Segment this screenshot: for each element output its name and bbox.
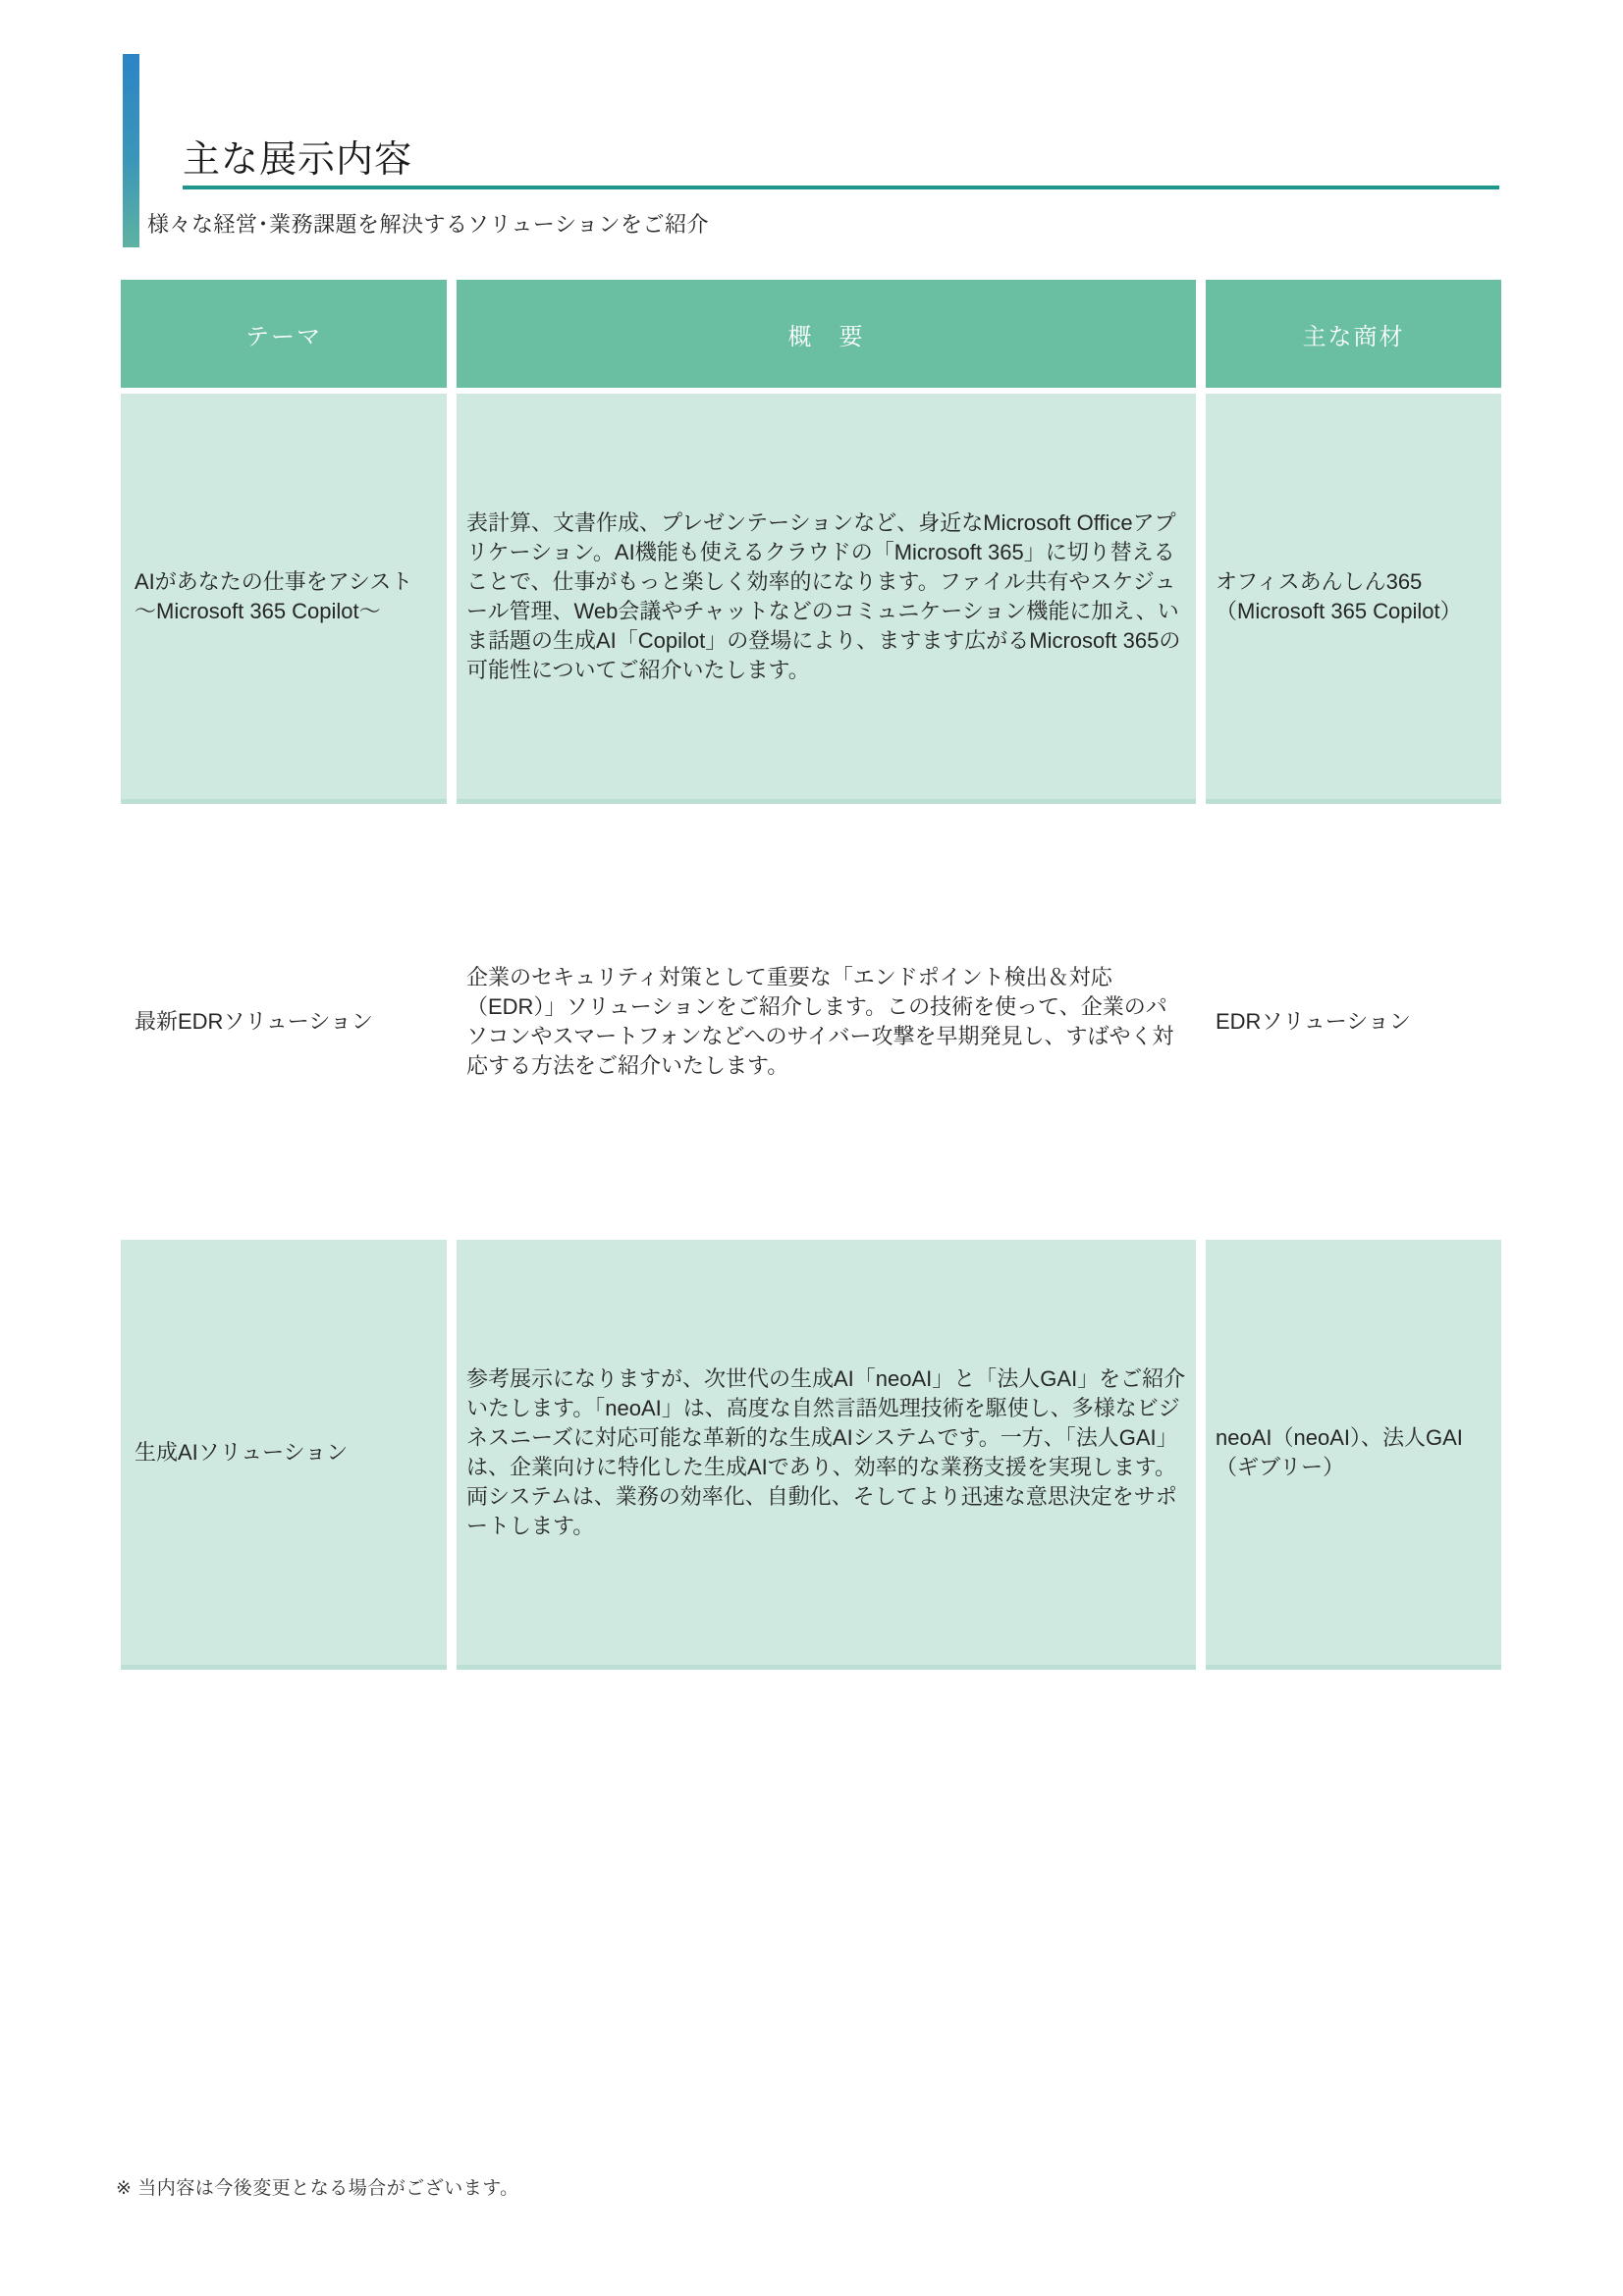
table-row-1-products-cell (1206, 394, 1501, 804)
table-row-2-summary: 企業のセキュリティ対策として重要な「エンドポイント検出＆対応（EDR）」ソリューションをご紹介します。この技術を使って、企業のパソコンやスマートフォンなどへのサイバー攻撃を早期発見し、すばやく対応する方法をご紹介いたします。 (466, 965, 1174, 1078)
table-header-theme-label: テーマ (245, 323, 322, 350)
table-row-2-summary-cell (457, 810, 1196, 1234)
table-row-1-products: オフィスあんしん365（Microsoft 365 Copilot） (1216, 568, 1462, 623)
title-accent-bar (123, 54, 139, 247)
table-row-3-products-cell (1206, 1240, 1501, 1670)
table-row-3-summary: 参考展示になりますが、次世代の生成AI「neoAI」と「法人GAI」をご紹介いたします。「neoAI」は、高度な自然言語処理技術を駆使し、多様なビジネスニーズに対応可能な革新的な生成AIシステムです。一方、「法人GAI」は、企業向けに特化した生成AIであり、効率的な業務支援を実現します。両システムは、業務の効率化、自動化、そしてより迅速な意思決定をサポートします。 (466, 1365, 1186, 1538)
title-underline (183, 186, 1499, 189)
table-row-1-theme-cell (121, 394, 447, 804)
table-header-summary-label: 概 要 (787, 323, 865, 350)
table-header-products (1206, 280, 1501, 388)
table-row-1-summary-cell (457, 394, 1196, 804)
table-header-products-label: 主な商材 (1302, 323, 1405, 350)
table-row-2-theme-cell (121, 810, 447, 1234)
table-row-3-theme: 生成AIソリューション (135, 1439, 349, 1465)
page-title: 主な展示内容 (183, 139, 413, 182)
page-subtitle: 様々な経営･業務課題を解決するソリューションをご紹介 (147, 212, 710, 237)
table-row-3-summary-cell (457, 1240, 1196, 1670)
table-header-summary (457, 280, 1196, 388)
table-header-theme (121, 280, 447, 388)
table-row-2-products: EDRソリューション (1216, 1009, 1411, 1034)
table-row-3-products: neoAI（neoAI）、法人GAI（ギブリー） (1216, 1424, 1463, 1479)
table-row-1-theme: AIがあなたの仕事をアシスト ～Microsoft 365 Copilot～ (135, 568, 435, 623)
exhibit-table (121, 280, 1501, 1670)
footnote: ※ 当内容は今後変更となる場合がございます。 (116, 2178, 519, 2199)
table-row-3-theme-cell (121, 1240, 447, 1670)
table-row-2-products-cell (1206, 810, 1501, 1234)
table-row-2-theme: 最新EDRソリューション (135, 1009, 373, 1034)
table-row-1-summary: 表計算、文書作成、プレゼンテーションなど、身近なMicrosoft Officeアプリケーション。AI機能も使えるクラウドの「Microsoft 365」に切り替えることで、仕事がもっと楽しく効率的になります。ファイル共有やスケジュール管理、Web会議やチャットなどのコミュニケーション機能に加え、いま話題の生成AI「Copilot」の登場により、ますます広がるMicrosoft 365の可能性についてご紹介いたします。 (466, 509, 1181, 682)
